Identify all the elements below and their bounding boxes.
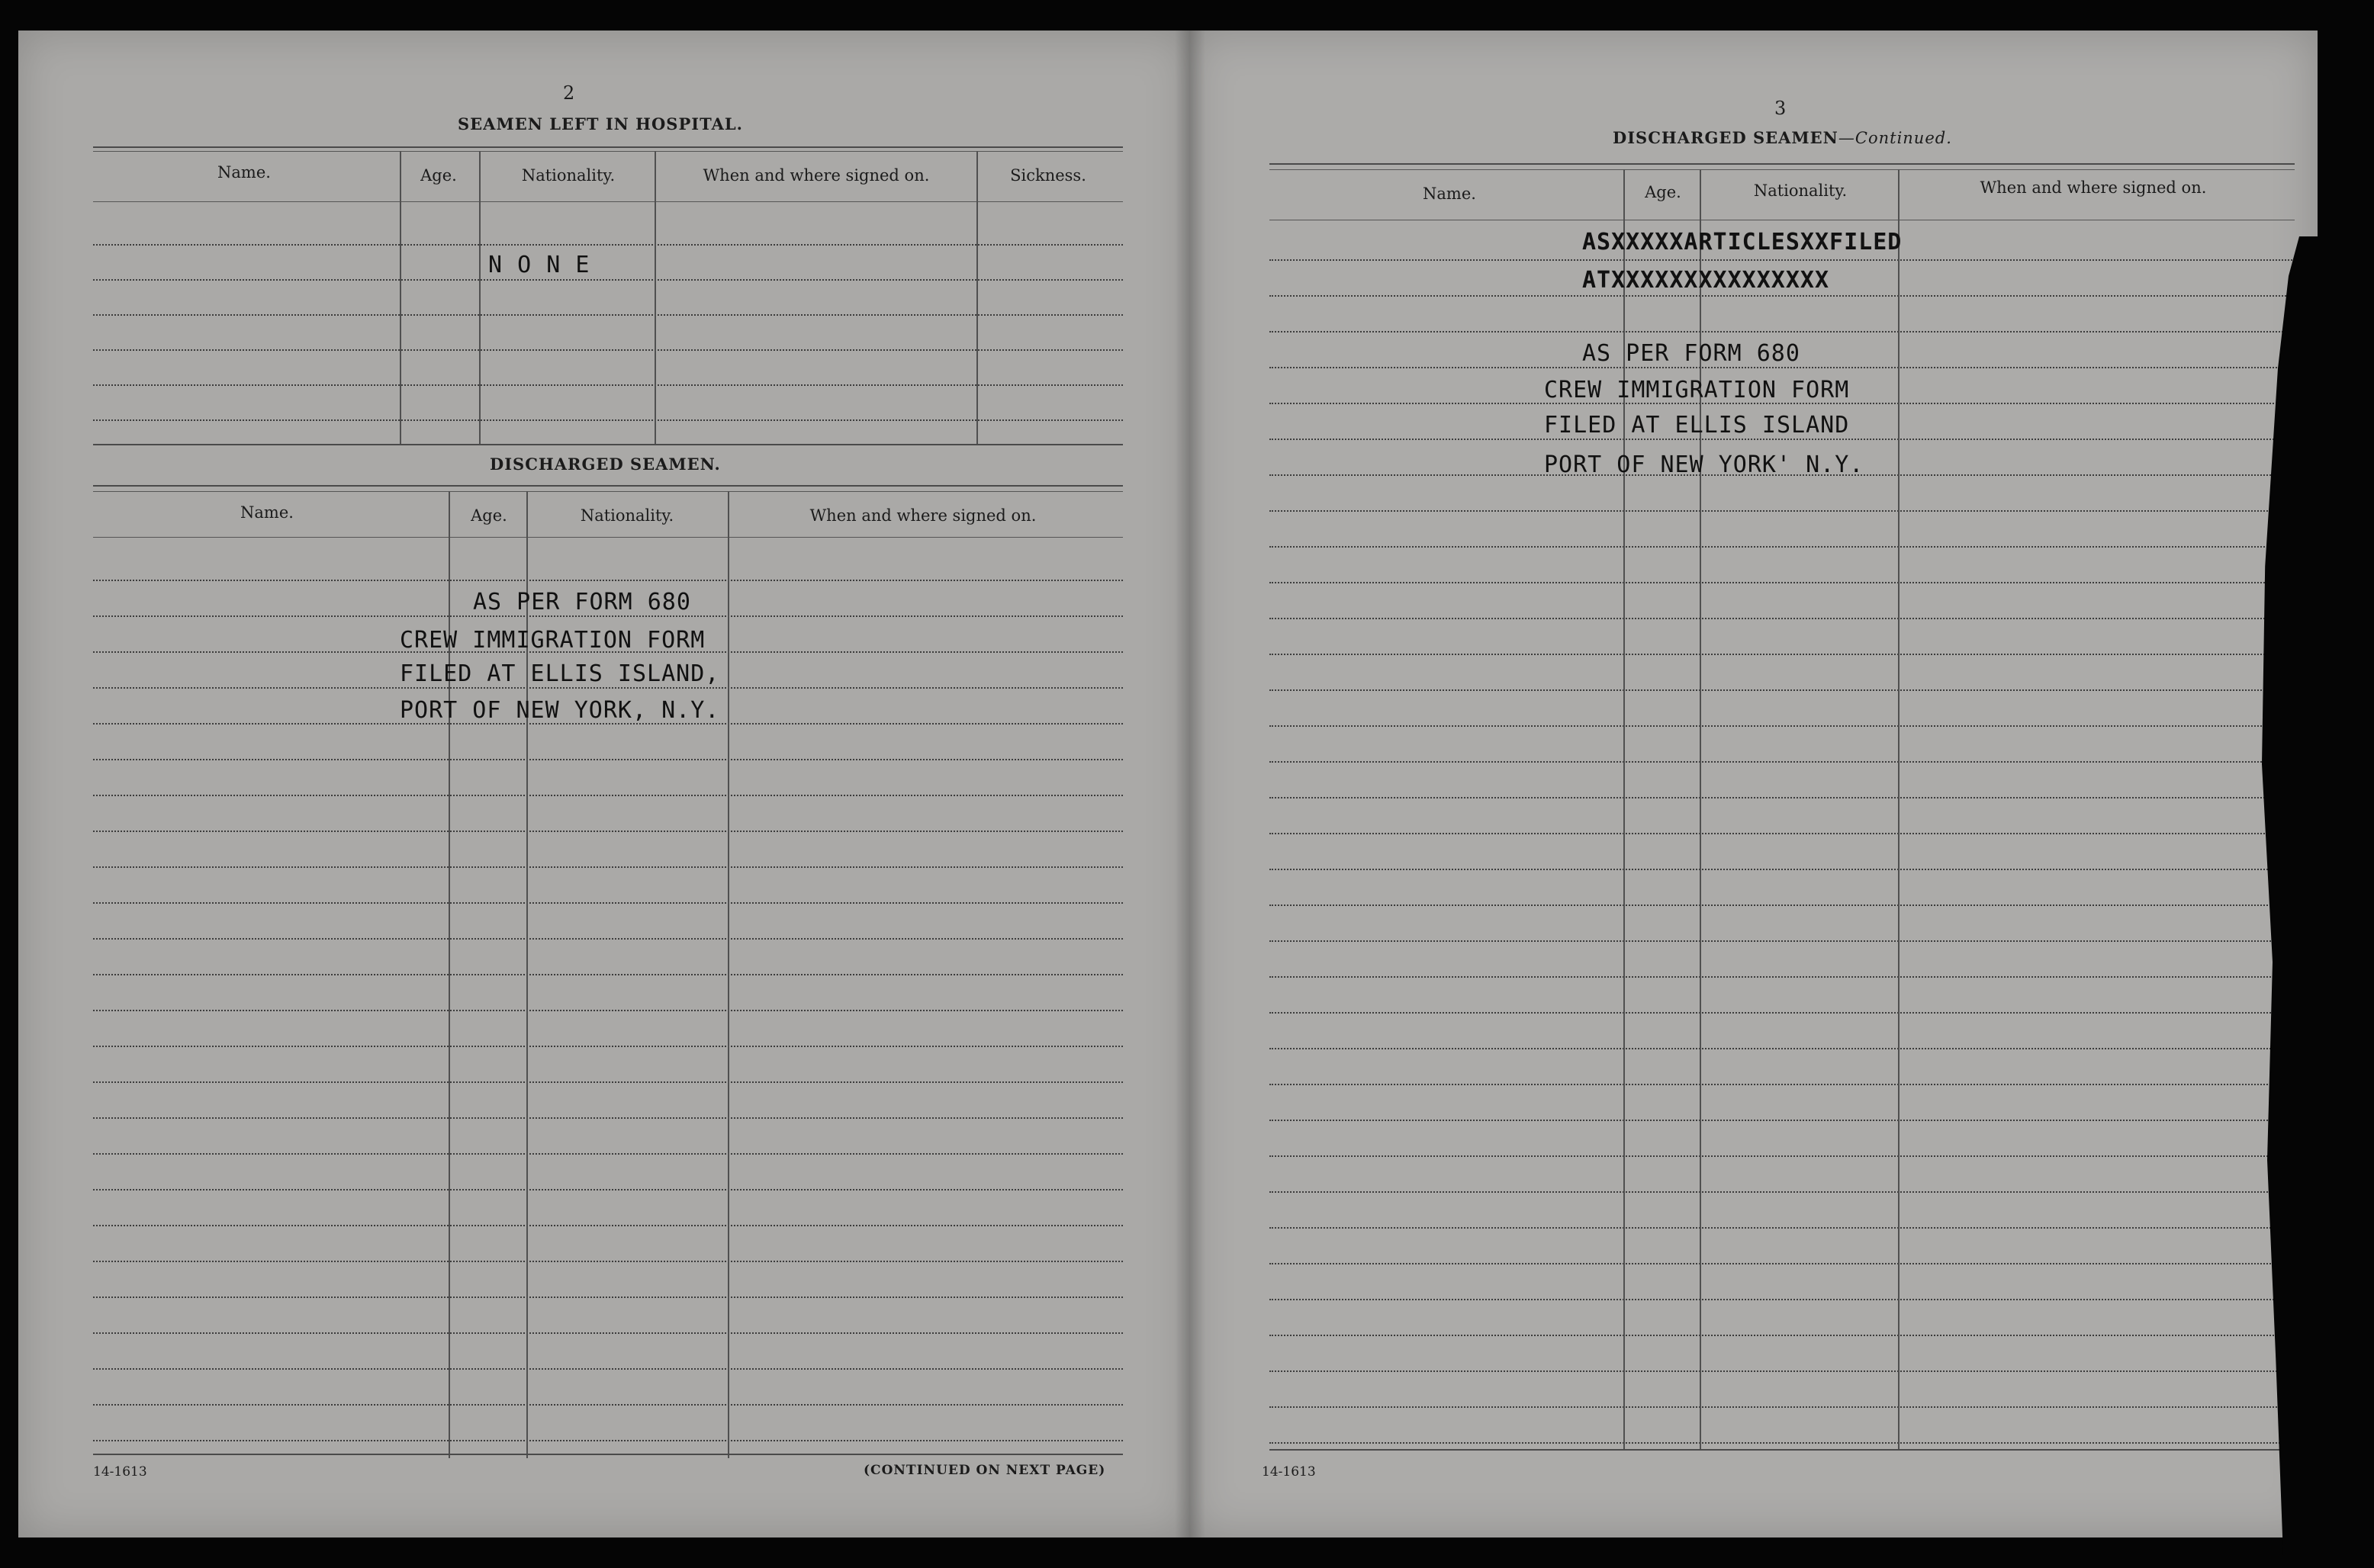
ledger-row-line [93, 1404, 1123, 1406]
hospital-row-line [93, 244, 1123, 246]
discharged-header-signed-on: When and where signed on. [809, 506, 1037, 525]
stamp-line-3: FILED AT ELLIS ISLAND, [400, 660, 720, 687]
right-col-divider [1898, 169, 1900, 1451]
page-number-left: 2 [563, 82, 575, 104]
ledger-row-line [1269, 761, 2295, 763]
right-header-nationality: Nationality. [1753, 182, 1848, 200]
ledger-row-line [1269, 1191, 2295, 1193]
hospital-col-divider [976, 151, 978, 444]
discharged-header-nationality: Nationality. [580, 506, 674, 525]
hospital-section-title: SEAMEN LEFT IN HOSPITAL. [458, 114, 743, 133]
hospital-top-rule [93, 146, 1123, 148]
ledger-row-line [1269, 940, 2295, 942]
ledger-row-line [1269, 1406, 2295, 1408]
ledger-row-line [1269, 797, 2295, 798]
hospital-header-age: Age. [420, 166, 457, 185]
ledger-row-line [93, 1225, 1123, 1226]
ledger-row-line [1269, 546, 2295, 548]
ledger-row-line [1269, 1263, 2295, 1264]
ledger-row-line [93, 1261, 1123, 1262]
ledger-row-line [93, 1440, 1123, 1441]
ledger-row-line [1269, 976, 2295, 978]
hospital-row-line [93, 279, 1123, 281]
ledger-row-line [1269, 654, 2295, 655]
right-bottom-rule [1269, 1449, 2295, 1451]
ledger-row-line [1269, 618, 2295, 619]
ledger-row-line [1269, 1227, 2295, 1229]
ledger-row-line [93, 974, 1123, 975]
hospital-header-signed-on: When and where signed on. [703, 166, 930, 185]
hospital-row-line [93, 314, 1123, 316]
struck-line-2: ATXXXXXXXXXXXXXXX [1582, 267, 1830, 294]
discharged-top-rule-2 [93, 491, 1123, 492]
ledger-row-line [93, 1046, 1123, 1047]
ledger-row-line [1269, 331, 2295, 333]
discharged-continued-title [1613, 128, 1952, 147]
ledger-row-line [1269, 1299, 2295, 1300]
left-page [18, 31, 1190, 1537]
right-top-rule [1269, 163, 2295, 165]
ledger-row-line [93, 1117, 1123, 1119]
ledger-row-line [1269, 869, 2295, 870]
discharged-header-age: Age. [471, 506, 507, 525]
ledger-row-line [1269, 1012, 2295, 1014]
stamp-line-1: AS PER FORM 680 [473, 589, 691, 615]
ledger-row-line [93, 1010, 1123, 1011]
hospital-row-line [93, 384, 1123, 386]
ledger-row-line [93, 1368, 1123, 1370]
ledger-row-line [93, 1332, 1123, 1334]
hospital-header-nationality: Nationality. [521, 166, 616, 185]
right-header-signed-on: When and where signed on. [1980, 178, 2207, 197]
form-number-left: 14-1613 [93, 1464, 147, 1480]
struck-line-1: ASXXXXXARTICLESXXFILED [1582, 229, 1903, 255]
discharged-header-rule [93, 537, 1123, 538]
stamp-line-2: CREW IMMIGRATION FORM [400, 627, 706, 654]
ledger-row-line [1269, 1370, 2295, 1372]
discharged-col-divider [728, 491, 729, 1458]
ledger-row-line [1269, 1084, 2295, 1085]
ledger-row-line [1269, 367, 2295, 368]
right-stamp-line-1: AS PER FORM 680 [1582, 340, 1800, 367]
stamp-line-4: PORT OF NEW YORK, N.Y. [400, 697, 720, 724]
ledger-row-line [93, 902, 1123, 904]
ledger-row-line [1269, 1155, 2295, 1157]
discharged-section-title: DISCHARGED SEAMEN. [490, 455, 721, 474]
ledger-row-line [93, 831, 1123, 832]
hospital-header-rule [93, 201, 1123, 202]
ledger-row-line [93, 795, 1123, 796]
hospital-row-line [93, 419, 1123, 421]
hospital-header-name: Name. [217, 163, 271, 182]
ledger-row-line [93, 687, 1123, 689]
ledger-row-line [93, 866, 1123, 868]
hospital-header-sickness: Sickness. [1010, 166, 1086, 185]
right-stamp-line-3: FILED AT ELLIS ISLAND [1544, 412, 1850, 439]
ledger-row-line [93, 1153, 1123, 1155]
ledger-row-line [1269, 259, 2295, 261]
ledger-row-line [1269, 689, 2295, 691]
hospital-row-line [93, 349, 1123, 351]
ledger-row-line [93, 1296, 1123, 1298]
discharged-top-rule [93, 485, 1123, 487]
ledger-row-line [93, 580, 1123, 581]
right-header-age: Age. [1645, 183, 1681, 201]
ledger-row-line [1269, 833, 2295, 834]
right-page [1190, 31, 2318, 1537]
ledger-row-line [93, 759, 1123, 760]
hospital-col-divider [400, 151, 401, 444]
page-number-right: 3 [1774, 98, 1787, 119]
hospital-entry: N O N E [488, 252, 590, 278]
right-header-name: Name. [1423, 185, 1476, 203]
right-stamp-line-2: CREW IMMIGRATION FORM [1544, 377, 1850, 403]
hospital-col-divider [479, 151, 481, 444]
ledger-row-line [1269, 510, 2295, 512]
right-top-rule-2 [1269, 169, 2295, 170]
ledger-row-line [93, 938, 1123, 940]
ledger-row-line [93, 615, 1123, 617]
ledger-row-line [93, 1081, 1123, 1083]
ledger-row-line [1269, 1442, 2295, 1444]
ledger-row-line [1269, 904, 2295, 906]
form-number-right: 14-1613 [1262, 1464, 1316, 1480]
hospital-col-divider [655, 151, 656, 444]
book-fold [1175, 31, 1205, 1537]
ledger-row-line [1269, 1335, 2295, 1336]
hospital-bottom-rule [93, 444, 1123, 445]
discharged-header-name: Name. [240, 503, 294, 522]
ledger-row-line [1269, 295, 2295, 297]
ledger-row-line [1269, 582, 2295, 583]
right-stamp-line-4: PORT OF NEW YORK' N.Y. [1544, 451, 1864, 478]
ledger-row-line [1269, 1048, 2295, 1049]
continued-suffix: —Continued. [1838, 129, 1952, 147]
discharged-continued-title-text: DISCHARGED SEAMEN [1613, 128, 1838, 147]
continued-note: (CONTINUED ON NEXT PAGE) [864, 1463, 1106, 1478]
discharged-bottom-rule [93, 1454, 1123, 1455]
ledger-row-line [1269, 1120, 2295, 1121]
hospital-top-rule-2 [93, 151, 1123, 152]
ledger-row-line [93, 1189, 1123, 1190]
ledger-row-line [1269, 439, 2295, 440]
ledger-row-line [1269, 725, 2295, 727]
